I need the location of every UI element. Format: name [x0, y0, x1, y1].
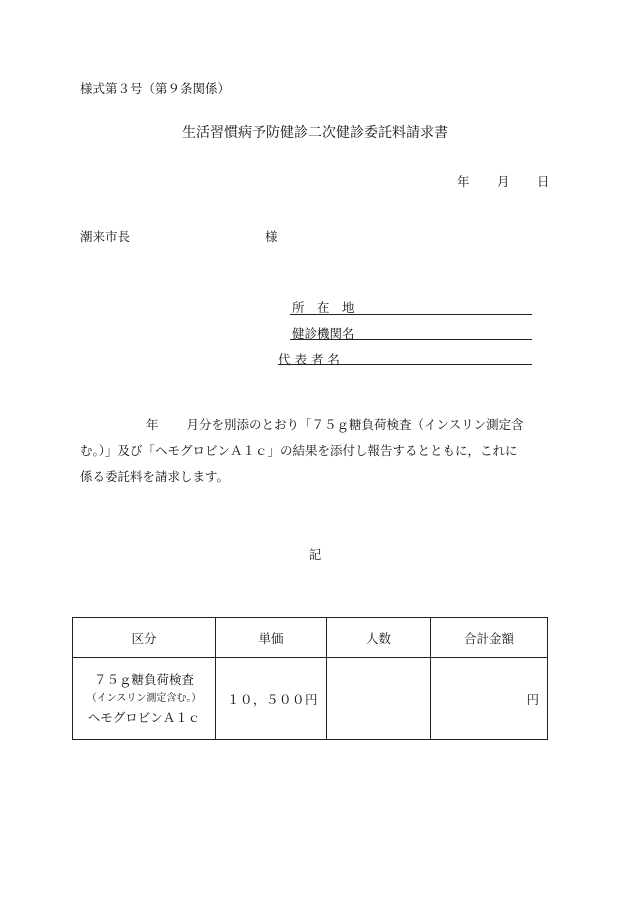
- address-label: 所 在 地: [292, 300, 355, 315]
- date-day: 日: [537, 174, 550, 189]
- header-category: 区分: [73, 618, 216, 658]
- representative-field-line[interactable]: [278, 364, 532, 365]
- body-line-2: む。）」及び「ヘモグロビンＡ１ｃ」の結果を添付し報告するとともに，これに: [80, 443, 518, 458]
- item-line-1: ７５ｇ糖負荷検査: [93, 672, 194, 687]
- date-year: 年: [457, 174, 470, 189]
- body-line-1-text: 月分を別添のとおり「７５ｇ糖負荷検査（インスリン測定含: [186, 417, 524, 432]
- table-header-row: [73, 618, 548, 658]
- unit-price-cell: １０，５００円: [216, 658, 327, 740]
- item-line-3: ヘモグロビンＡ１ｃ: [87, 710, 201, 725]
- header-total: 合計金額: [431, 618, 548, 658]
- institution-field-line[interactable]: [290, 339, 532, 340]
- representative-label: 代 表 者 名: [278, 352, 340, 367]
- body-line-1: [80, 412, 550, 438]
- header-count: 人数: [327, 618, 431, 658]
- header-unit-price: 単価: [216, 618, 327, 658]
- address-field-line[interactable]: [290, 314, 532, 315]
- body-line-3: 係る委託料を請求します。: [80, 469, 230, 484]
- document-title: 生活習慣病予防健診二次健診委託料請求書: [182, 125, 448, 141]
- date-month: 月: [497, 174, 510, 189]
- table-row: [73, 658, 548, 740]
- body-year: 年: [146, 417, 159, 432]
- addressee-name: 潮来市長: [80, 229, 131, 244]
- item-line-2: （インスリン測定含む。）: [86, 693, 202, 704]
- item-cell: [73, 658, 216, 740]
- ki-heading: 記: [308, 547, 322, 562]
- fee-table: [72, 617, 548, 740]
- addressee-honorific: 様: [265, 229, 278, 244]
- count-cell[interactable]: [327, 658, 431, 740]
- institution-label: 健診機関名: [292, 326, 355, 341]
- total-cell[interactable]: 円: [431, 658, 548, 740]
- form-number: 様式第３号（第９条関係）: [80, 81, 231, 96]
- request-body: [80, 412, 550, 490]
